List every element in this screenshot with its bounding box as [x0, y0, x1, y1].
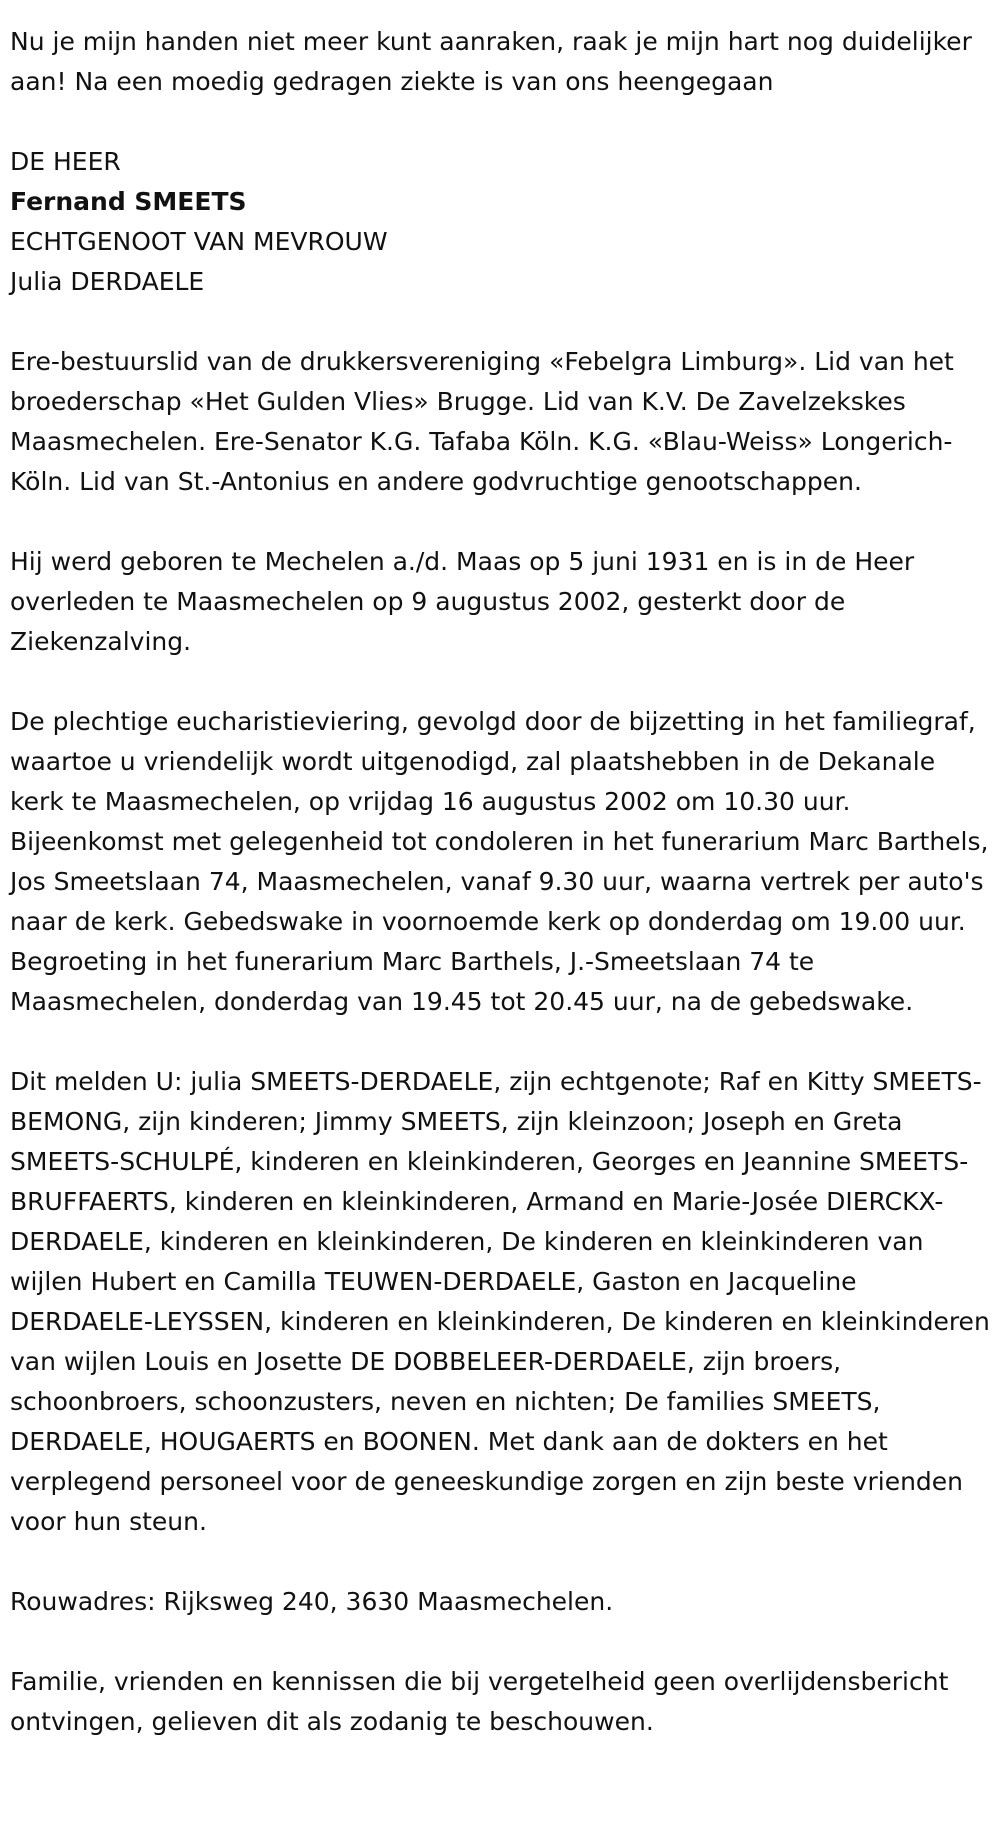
spacer	[10, 302, 990, 342]
spacer	[10, 502, 990, 542]
closing-paragraph: Familie, vrienden en kennissen die bij vergetelheid geen overlijdensbericht ontvingen, gelieven dit als zodanig te beschouwen.	[10, 1667, 949, 1736]
address-paragraph: Rouwadres: Rijksweg 240, 3630 Maasmechelen.	[10, 1587, 614, 1616]
title-line: DE HEER	[10, 147, 121, 176]
spacer	[10, 662, 990, 702]
birth-death-paragraph: Hij werd geboren te Mechelen a./d. Maas op 5 juni 1931 en is in de Heer overleden te Maasmechelen op 9 augustus 2002, gesterkt door de Ziekenzalving.	[10, 547, 915, 656]
ceremony-paragraph: De plechtige eucharistieviering, gevolgd door de bijzetting in het familiegraf, waartoe u vriendelijk wordt uitgenodigd, zal plaatshebben in de Dekanale kerk te Maasmechelen, op vrijdag 16 augustus 2002 om 10.30 uur. Bijeenkomst met gelegenheid tot condoleren in het funerarium Marc Barthels, Jos Smeetslaan 74, Maasmechelen, vanaf 9.30 uur, waarna vertrek per auto's naar de kerk. Gebedswake in voornoemde kerk op donderdag om 19.00 uur. Begroeting in het funerarium Marc Barthels, J.-Smeetslaan 74 te Maasmechelen, donderdag van 19.45 tot 20.45 uur, na de gebedswake.	[10, 707, 989, 1016]
memberships-paragraph: Ere-bestuurslid van de drukkersvereniging «Febelgra Limburg». Lid van het broederschap «Het Gulden Vlies» Brugge. Lid van K.V. De Zavelzekskes Maasmechelen. Ere-Senator K.G. Tafaba Köln. K.G. «Blau-Weiss» Longerich-Köln. Lid van St.-Antonius en andere godvruchtige genootschappen.	[10, 347, 954, 496]
spacer	[10, 102, 990, 142]
spacer	[10, 1622, 990, 1662]
spacer	[10, 1542, 990, 1582]
deceased-name: Fernand SMEETS	[10, 187, 247, 216]
spouse-line: ECHTGENOOT VAN MEVROUW	[10, 227, 388, 256]
intro-paragraph: Nu je mijn handen niet meer kunt aanraken, raak je mijn hart nog duidelijker aan! Na een moedig gedragen ziekte is van ons heengegaan	[10, 27, 972, 96]
spacer	[10, 1022, 990, 1062]
spouse-name: Julia DERDAELE	[10, 267, 205, 296]
family-paragraph: Dit melden U: julia SMEETS-DERDAELE, zijn echtgenote; Raf en Kitty SMEETS-BEMONG, zijn kinderen; Jimmy SMEETS, zijn kleinzoon; Joseph en Greta SMEETS-SCHULPÉ, kinderen en kleinkinderen, Georges en Jeannine SMEETS-BRUFFAERTS, kinderen en kleinkinderen, Armand en Marie-Josée DIERCKX-DERDAELE, kinderen en kleinkinderen, De kinderen en kleinkinderen van wijlen Hubert en Camilla TEUWEN-DERDAELE, Gaston en Jacqueline DERDAELE-LEYSSEN, kinderen en kleinkinderen, De kinderen en kleinkinderen van wijlen Louis en Josette DE DOBBELEER-DERDAELE, zijn broers, schoonbroers, schoonzusters, neven en nichten; De families SMEETS, DERDAELE, HOUGAERTS en BOONEN. Met dank aan de dokters en het verplegend personeel voor de geneeskundige zorgen en zijn beste vrienden voor hun steun.	[10, 1067, 990, 1536]
